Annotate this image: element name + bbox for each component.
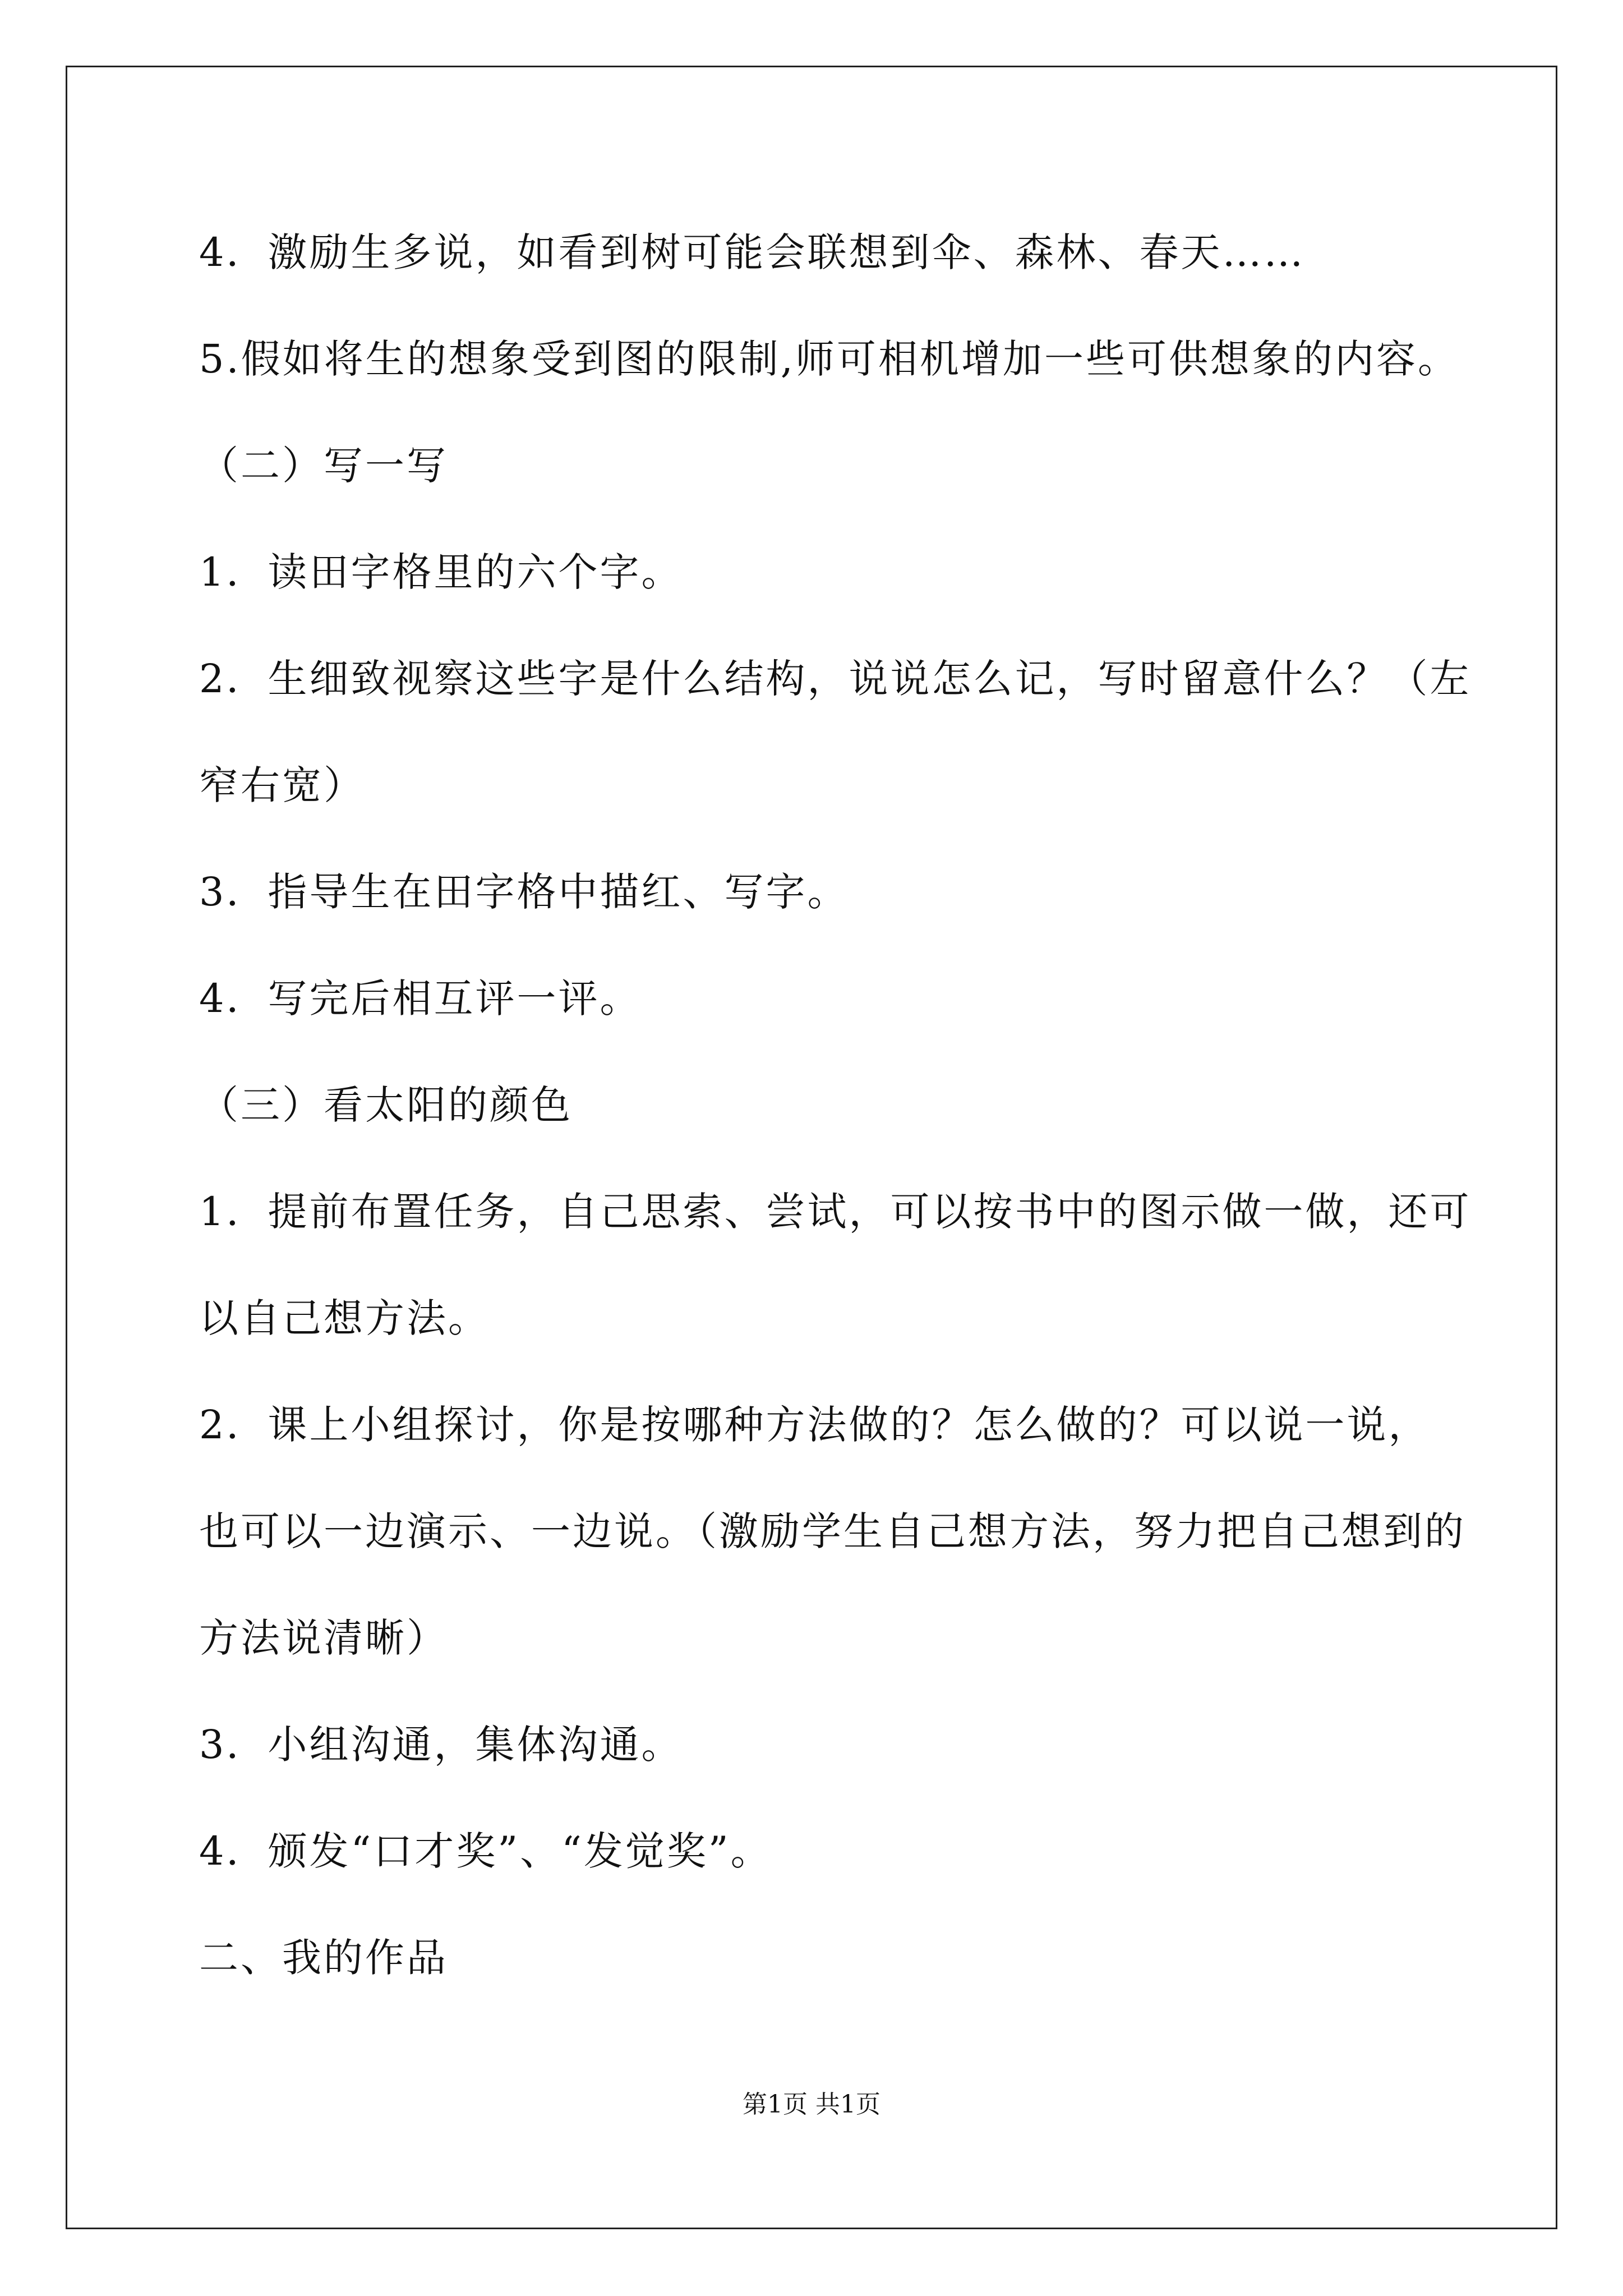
section-heading: 二、我的作品: [199, 1935, 448, 1981]
text-line: 1．读田字格里的六个字。: [199, 549, 683, 595]
text-line: 1．提前布置任务，自己思索、尝试，可以按书中的图示做一做，还可: [199, 1189, 1472, 1235]
text-line: 4．写完后相互评一评。: [199, 976, 642, 1022]
text-line: 4．激励生多说，如看到树可能会联想到伞、森林、春天……: [199, 229, 1306, 275]
text-line: 4．颁发“口才奖”、“发觉奖”。: [199, 1828, 772, 1874]
text-line: 2．课上小组探讨，你是按哪种方法做的？怎么做的？可以说一说，: [199, 1402, 1430, 1448]
text-line: 5.假如将生的想象受到图的限制,师可相机增加一些可供想象的内容。: [199, 336, 1460, 382]
page-number-footer: 第1页 共1页: [743, 2090, 880, 2119]
text-line: 3．小组沟通，集体沟通。: [199, 1722, 683, 1768]
page-border: [66, 66, 1557, 2229]
section-heading: （三）看太阳的颜色: [199, 1082, 573, 1128]
text-line: 2．生细致视察这些字是什么结构，说说怎么记，写时留意什么？（左: [199, 656, 1472, 702]
text-line: 以自己想方法。: [199, 1295, 490, 1341]
text-line: 也可以一边演示、一边说。（激励学生自己想方法，努力把自己想到的: [199, 1508, 1466, 1554]
text-line: 3．指导生在田字格中描红、写字。: [199, 869, 849, 915]
text-line: 方法说清晰）: [199, 1615, 448, 1661]
section-heading: （二）写一写: [199, 443, 448, 489]
text-line: 窄右宽）: [199, 762, 365, 808]
